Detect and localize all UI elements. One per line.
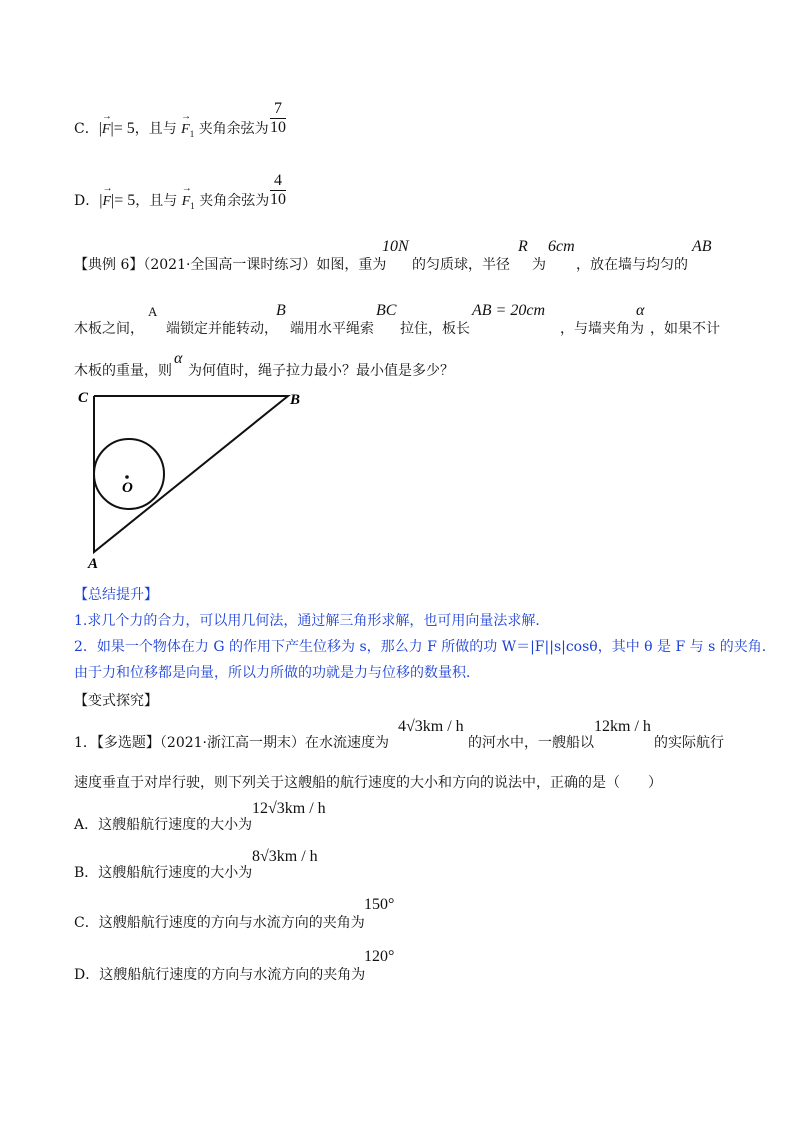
vector-f: → F <box>102 122 111 138</box>
option-d-text2: 夹角余弦为 <box>199 193 270 209</box>
variant-question-line2: 速度垂直于对岸行驶，则下列关于这艘船的航行速度的大小和方向的说法中，正确的是（ ） <box>74 775 662 791</box>
magnitude-value: |= 5 <box>110 120 135 137</box>
variant-option-c-value: 150° <box>364 896 395 913</box>
bc-label: BC <box>376 302 397 319</box>
example6-text-c: 为 <box>532 257 546 273</box>
option-c-text2: 夹角余弦为 <box>198 121 269 137</box>
radius-value: 6cm <box>548 238 575 255</box>
boat-speed: 12km / h <box>594 718 651 735</box>
ball-center-dot <box>125 475 129 479</box>
option-d <box>74 190 269 211</box>
summary-item-2: 2．如果一个物体在力 G 的作用下产生位移为 s，那么力 F 所做的功 W＝|F||s|cosθ，其中 θ 是 F 与 s 的夹角． <box>74 639 776 655</box>
example6-text-2b: 端锁定并能转动， <box>166 321 278 337</box>
center-o-label: O <box>122 480 133 496</box>
water-speed: 4√3km / h <box>398 718 464 735</box>
variant-question-b: 的河水中，一艘船以 <box>468 735 594 751</box>
alpha-symbol: α <box>636 302 645 319</box>
variant-option-a-value: 12√3km / h <box>252 800 326 817</box>
triangle-ball-figure <box>70 382 320 572</box>
a-symbol: A <box>148 304 158 319</box>
example6-text-2c: 端用水平绳索 <box>290 321 374 337</box>
variant-question-a: 1．【多选题】（2021·浙江高一期末）在水流速度为 <box>74 735 389 751</box>
vector-f1: → $F_1$ <box>182 194 195 211</box>
example6-text-2d: 拉住，板长 <box>400 321 470 337</box>
example6-text-b: 的匀质球，半径 <box>412 257 510 273</box>
option-c <box>74 118 269 139</box>
ab-label: AB <box>692 238 712 255</box>
example6-line1 <box>74 254 386 274</box>
vertex-c-label: C <box>78 390 89 406</box>
variant-option-a: A．这艘船航行速度的大小为 <box>74 817 253 833</box>
summary-heading: 【总结提升】 <box>74 587 158 603</box>
alpha-symbol-2: α <box>174 350 183 367</box>
variant-option-d: D．这艘船航行速度的方向与水流方向的夹角为 <box>74 967 366 983</box>
example6-text-2a: 木板之间， <box>74 321 144 337</box>
variant-option-b: B．这艘船航行速度的大小为 <box>74 865 253 881</box>
magnitude-value: |= 5 <box>111 192 136 209</box>
example6-text-3a: 木板的重量，则 <box>74 363 172 379</box>
abs-bar: | <box>98 120 102 137</box>
b-symbol: B <box>276 302 286 319</box>
abs-bar: | <box>99 192 103 209</box>
variant-question-c: 的实际航行 <box>654 735 724 751</box>
radius-symbol: R <box>518 238 528 255</box>
option-c-fraction: $\frac{7}{10}$ <box>270 100 286 136</box>
variant-option-b-value: 8√3km / h <box>252 848 318 865</box>
option-c-label: C． <box>74 121 99 137</box>
variant-option-c: C．这艘船航行速度的方向与水流方向的夹角为 <box>74 915 365 931</box>
vector-f: → F <box>102 194 111 210</box>
option-d-fraction: $\frac{4}{10}$ <box>270 172 286 208</box>
vertex-a-label: A <box>88 556 99 572</box>
example6-intro: 【典例 6】（2021·全国高一课时练习）如图，重为 <box>74 257 387 273</box>
example6-text-2f: ，如果不计 <box>650 321 720 337</box>
example6-text-3b: 为何值时，绳子拉力最小？最小值是多少？ <box>188 363 454 379</box>
ball-circle <box>94 439 164 509</box>
option-d-text1: ，且与 <box>135 193 178 209</box>
vertex-b-label: B <box>290 392 301 408</box>
variant-option-d-value: 120° <box>364 948 395 965</box>
vector-f1: → $F_1$ <box>181 122 194 139</box>
option-c-text1: ，且与 <box>134 121 177 137</box>
ab-length: AB = 20cm <box>472 302 545 319</box>
summary-item-2b: 由于力和位移都是向量，所以力所做的功就是力与位移的数量积． <box>74 665 480 681</box>
summary-item-1: 1.求几个力的合力，可以用几何法，通过解三角形求解，也可用向量法求解． <box>74 613 550 629</box>
triangle-outline <box>94 396 288 552</box>
weight-value: 10N <box>382 238 409 255</box>
example6-text-d: ，放在墙与均匀的 <box>576 257 688 273</box>
variant-heading: 【变式探究】 <box>74 693 158 709</box>
example6-text-2e: ，与墙夹角为 <box>560 321 644 337</box>
option-d-label: D． <box>74 193 100 209</box>
